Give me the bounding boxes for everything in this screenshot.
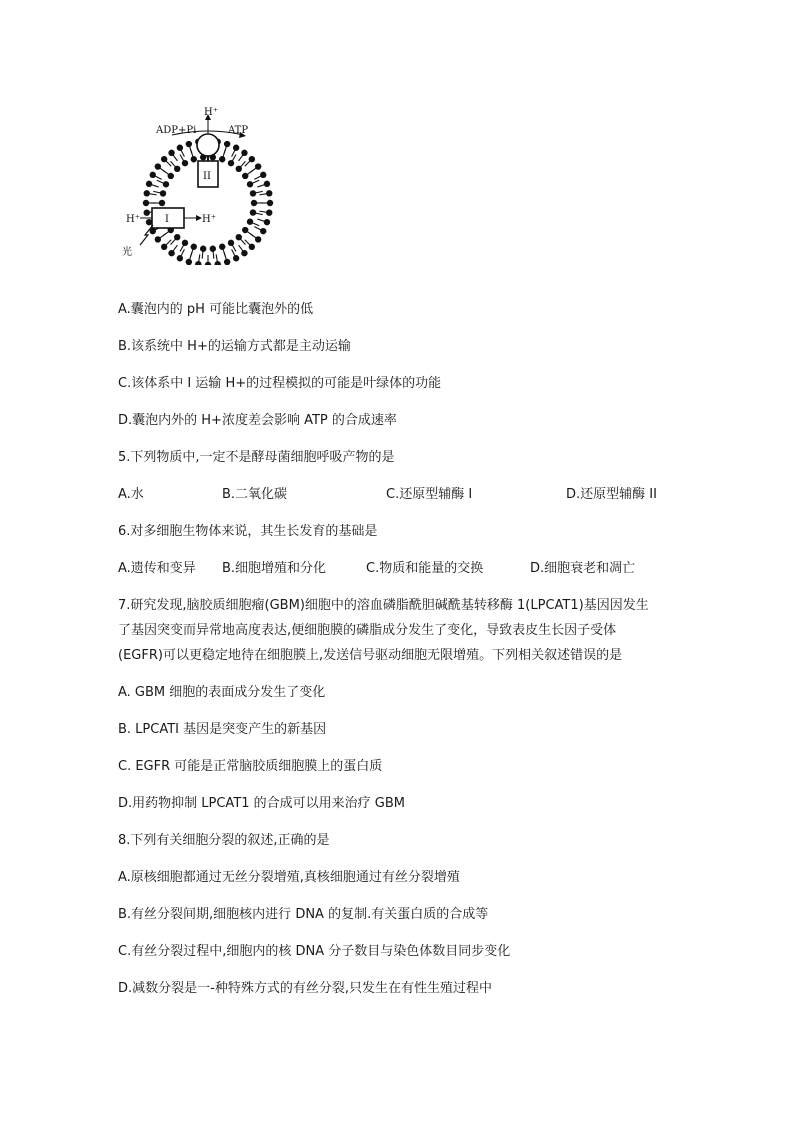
q5-option-c: C.还原型辅酶 I (386, 487, 473, 502)
q5-option-b: B.二氧化碳 (222, 487, 288, 502)
q7-stem-line-3: (EGFR)可以更稳定地待在细胞膜上,发送信号驱动细胞无限增殖。下列相关叙述错误的是 (118, 648, 623, 663)
label-h-outside: H⁺ (126, 214, 140, 225)
q5-option-a: A.水 (118, 487, 144, 502)
label-h-inside: H⁺ (202, 214, 216, 225)
q6-option-d: D.细胞衰老和凋亡 (530, 561, 636, 576)
q4-option-a: A.囊泡内的 pH 可能比囊泡外的低 (118, 302, 314, 317)
q7-stem-line-2: 了基因突变而异常地高度表达,便细胞膜的磷脂成分发生了变化，导致表皮生长因子受体 (118, 623, 617, 638)
lightning-icon (140, 225, 153, 245)
q5-stem: 5.下列物质中,一定不是酵母菌细胞呼吸产物的是 (118, 450, 395, 465)
q8-stem: 8.下列有关细胞分裂的叙述,正确的是 (118, 833, 330, 848)
q4-option-d: D.囊泡内外的 H+浓度差会影响 ATP 的合成速率 (118, 413, 397, 428)
q8-option-b: B.有丝分裂间期,细胞核内进行 DNA 的复制.有关蛋白质的合成等 (118, 907, 489, 922)
label-complex-i: I (165, 214, 169, 225)
vesicle-diagram (112, 105, 282, 265)
q6-option-b: B.细胞增殖和分化 (222, 561, 327, 576)
q6-option-c: C.物质和能量的交换 (366, 561, 484, 576)
q8-option-a: A.原核细胞都通过无丝分裂增殖,真核细胞通过有丝分裂增殖 (118, 870, 460, 885)
q4-option-b: B.该系统中 H+的运输方式都是主动运输 (118, 339, 351, 354)
q6-stem: 6.对多细胞生物体来说，其生长发育的基础是 (118, 524, 378, 539)
label-light: 光 (122, 247, 132, 258)
label-adp-pi: ADP+Pi (156, 125, 197, 136)
q5-option-d: D.还原型辅酶 II (566, 487, 657, 502)
q7-option-a: A. GBM 细胞的表面成分发生了变化 (118, 685, 326, 700)
q4-option-c: C.该体系中 I 运输 H+的过程模拟的可能是叶绿体的功能 (118, 376, 442, 391)
label-complex-ii: II (203, 171, 211, 182)
label-atp: ATP (228, 125, 249, 136)
q7-stem-line-1: 7.研究发现,脑胶质细胞瘤(GBM)细胞中的溶血磷脂酰胆碱酰基转移酶 1(LPCAT1)基因因发生 (118, 598, 649, 613)
q8-option-c: C.有丝分裂过程中,细胞内的核 DNA 分子数目与染色体数目同步变化 (118, 944, 511, 959)
label-h-top: H⁺ (204, 107, 218, 118)
q7-option-d: D.用药物抑制 LPCAT1 的合成可以用来治疗 GBM (118, 796, 406, 811)
q7-option-c: C. EGFR 可能是正常脑胶质细胞膜上的蛋白质 (118, 759, 383, 774)
q6-option-a: A.遗传和变异 (118, 561, 196, 576)
q8-option-d: D.减数分裂是一-种特殊方式的有丝分裂,只发生在有性生殖过程中 (118, 981, 492, 996)
q7-option-b: B. LPCATI 基因是突变产生的新基因 (118, 722, 327, 737)
